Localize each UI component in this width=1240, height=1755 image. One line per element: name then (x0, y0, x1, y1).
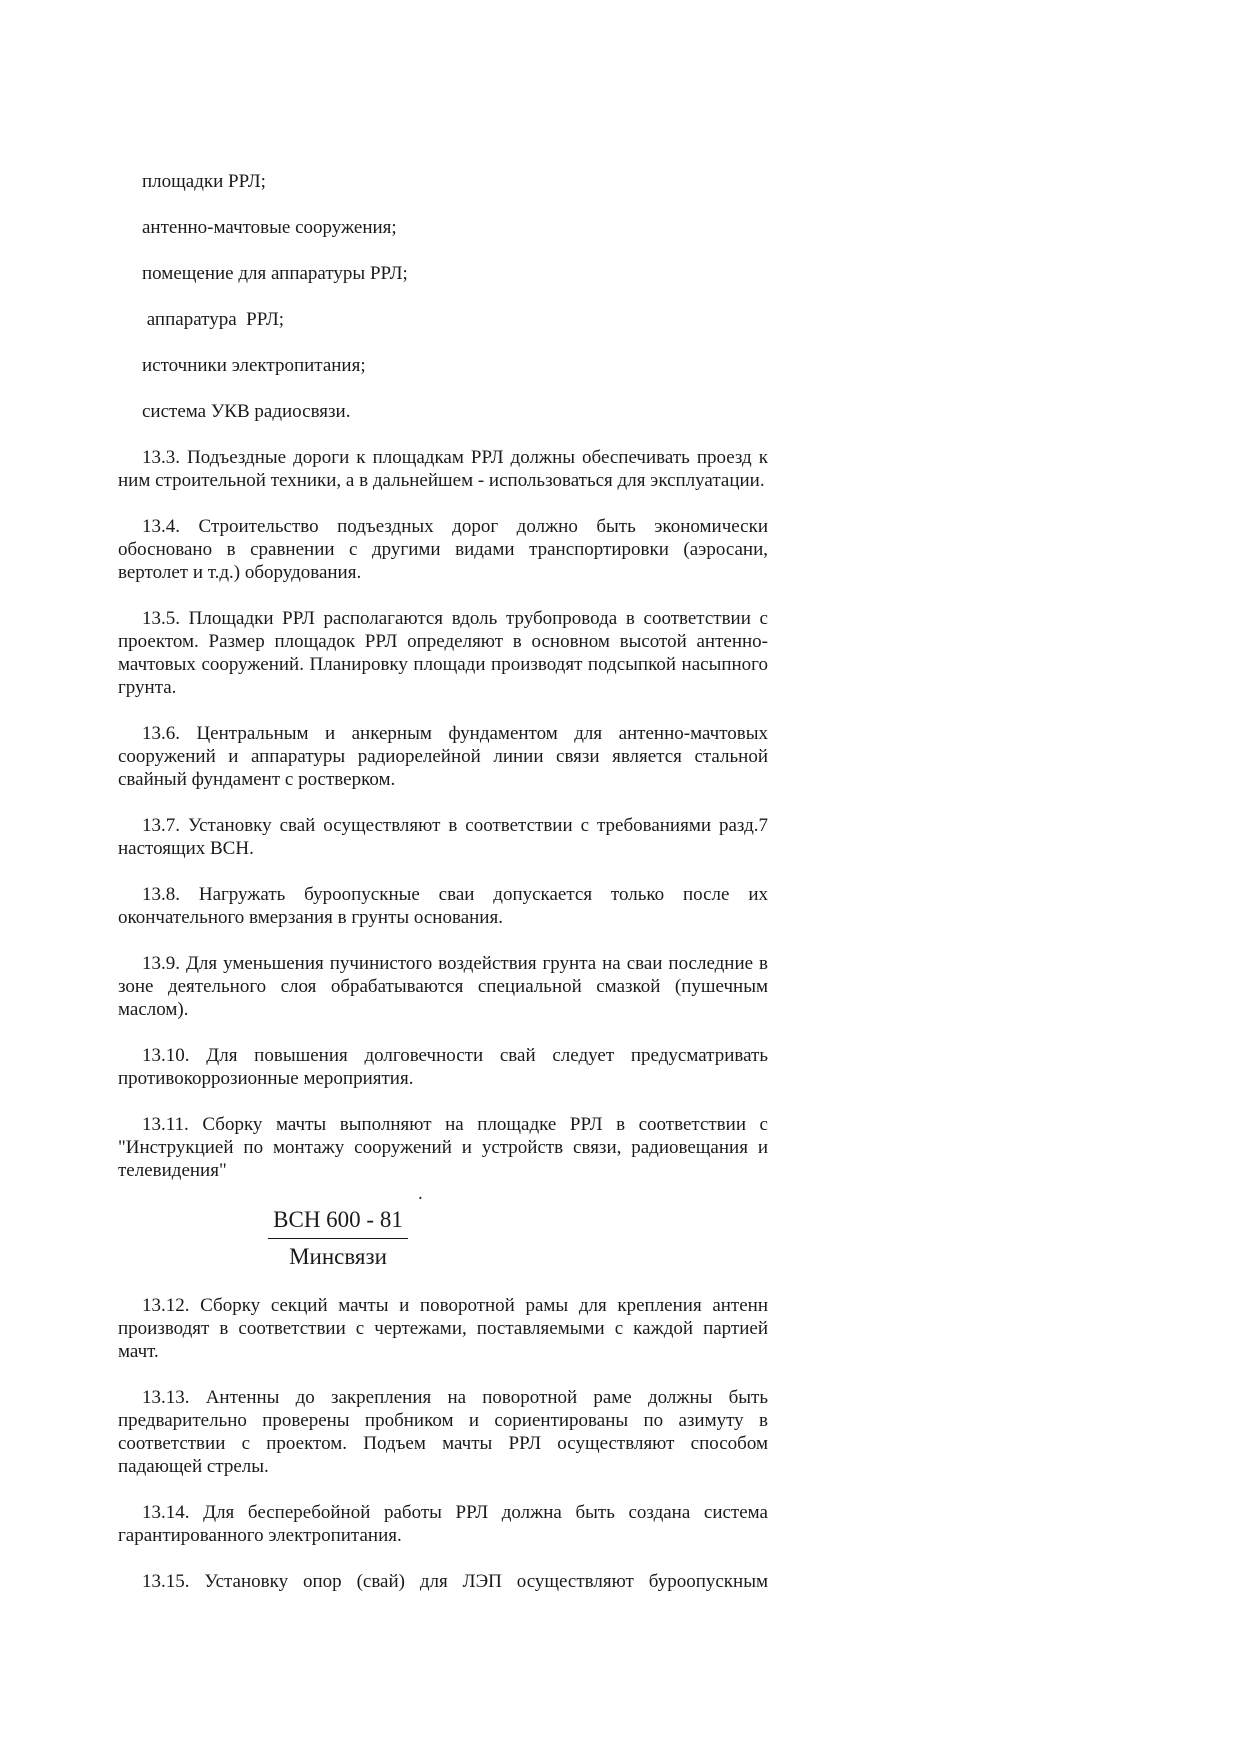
document-page (118, 170, 768, 1616)
list-item: система УКВ радиосвязи. (142, 401, 351, 422)
paragraph-13-6: 13.6. Центральным и анкерным фундаментом для антенно-мачтовых сооружений и аппаратуры радиорелейной линии связи является стальной свайный фундамент с ростверком. (118, 723, 768, 790)
paragraph-13-8: 13.8. Нагружать буроопускные сваи допускается только после их окончательного вмерзания в грунты основания. (118, 884, 768, 928)
reference-numerator: ВСН 600 - 81 (268, 1205, 408, 1239)
paragraph-13-5: 13.5. Площадки РРЛ располагаются вдоль трубопровода в соответствии с проектом. Размер площадок РРЛ определяют в основном высотой антенно-мачтовых сооружений. Планировку площади производят подсыпкой насыпного грунта. (118, 608, 768, 698)
reference-fraction (268, 1205, 408, 1272)
list-item: аппаратура РРЛ; (142, 309, 284, 330)
reference-denominator: Минсвязи (289, 1244, 387, 1269)
paragraph-13-14: 13.14. Для бесперебойной работы РРЛ должна быть создана система гарантированного электропитания. (118, 1502, 768, 1546)
paragraph-13-7: 13.7. Установку свай осуществляют в соответствии с требованиями разд.7 настоящих ВСН. (118, 815, 768, 859)
list-item: антенно-мачтовые сооружения; (142, 217, 397, 238)
list-item: источники электропитания; (142, 355, 366, 376)
reference-line (118, 1182, 768, 1205)
paragraph-13-4: 13.4. Строительство подъездных дорог должно быть экономически обосновано в сравнении с другими видами транспортировки (аэросани, вертолет и т.д.) оборудования. (118, 516, 768, 583)
list-item: площадки РРЛ; (142, 171, 266, 192)
paragraph-13-10: 13.10. Для повышения долговечности свай следует предусматривать противокоррозионные мероприятия. (118, 1045, 768, 1089)
paragraph-13-12: 13.12. Сборку секций мачты и поворотной рамы для крепления антенн производят в соответствии с чертежами, поставляемыми с каждой партией мачт. (118, 1295, 768, 1362)
paragraph-13-11: 13.11. Сборку мачты выполняют на площадке РРЛ в соответствии с "Инструкцией по монтажу сооружений и устройств связи, радиовещания и телевидения" (118, 1114, 768, 1181)
paragraph-13-3: 13.3. Подъездные дороги к площадкам РРЛ должны обеспечивать проезд к ним строительной техники, а в дальнейшем - использоваться для эксплуатации. (118, 447, 768, 491)
list-item: помещение для аппаратуры РРЛ; (142, 263, 408, 284)
paragraph-13-15: 13.15. Установку опор (свай) для ЛЭП осуществляют буроопускным (142, 1571, 768, 1592)
paragraph-13-9: 13.9. Для уменьшения пучинистого воздействия грунта на сваи последние в зоне деятельного слоя обрабатываются специальной смазкой (пушечным маслом). (118, 953, 768, 1020)
paragraph-13-13: 13.13. Антенны до закрепления на поворотной раме должны быть предварительно проверены пробником и сориентированы по азимуту в соответствии с проектом. Подъем мачты РРЛ осуществляют способом падающей стрелы. (118, 1387, 768, 1477)
reference-period: . (418, 1183, 423, 1204)
